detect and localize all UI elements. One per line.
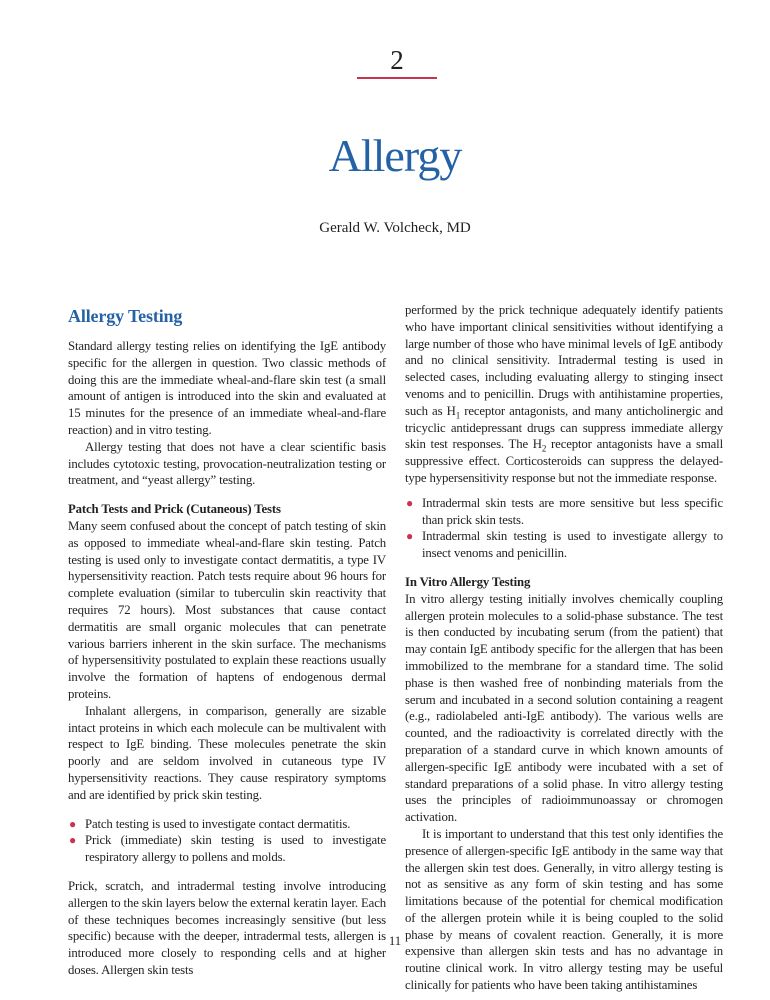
paragraph: It is important to understand that this test only identifies the presence of allergen-specific IgE antibody in the same way that the allergen skin test does. Generally, in vitro allergy testing is not as sensitive as any form of skin testing and has some limitations because of the potential for chemical modification of the allergen protein while it is being coupled to the solid phase by means of covalent reaction. Generally, it is more expensive than allergen skin tests and has no advantage in routine clinical work. In vitro allergy testing may be useful clinically for patients who have been taking antihistamines <box>405 826 723 993</box>
left-column <box>68 302 386 979</box>
section-heading-allergy-testing: Allergy Testing <box>68 306 183 326</box>
bullet-icon: ● <box>406 529 414 544</box>
list-item <box>405 528 723 562</box>
chapter-number: 2 <box>390 45 404 75</box>
bullet-icon: ● <box>69 833 77 848</box>
bullet-list <box>405 495 723 562</box>
list-item <box>68 816 386 833</box>
chapter-title: Allergy <box>328 130 462 181</box>
list-item-text: Prick (immediate) skin testing is used to investigate respiratory allergy to pollens and molds. <box>85 833 386 865</box>
paragraph: Many seem confused about the concept of patch testing of skin as opposed to immediate wheal-and-flare skin testing. Patch testing is used only to investigate contact dermatitis, a type IV hypersensitivity reaction. Patch tests require about 96 hours for complete evaluation (similar to tuberculin skin reactivity that requires 72 hours). Most substances that cause contact dermatitis are small organic molecules that can penetrate various barriers inherent in the skin surface. The mechanisms of hypersensitivity postulated to explain these reactions usually involve the formation of haptens of endogenous dermal proteins. <box>68 518 386 701</box>
author-line: Gerald W. Volcheck, MD <box>319 220 471 236</box>
chapter-rule <box>357 77 437 79</box>
bullet-icon: ● <box>406 495 414 510</box>
paragraph: Inhalant allergens, in comparison, generally are sizable intact proteins in which each molecule can be multivalent with respect to IgE binding. These molecules penetrate the skin poorly and are seldom involved in cutaneous type IV hypersensitivity reactions. They cause respiratory symptoms and are identified by prick skin testing. <box>68 703 386 802</box>
paragraph: Allergy testing that does not have a clear scientific basis includes cytotoxic testing, provocation-neutralization testing or treatment, and “yeast allergy” testing. <box>68 439 386 488</box>
paragraph: Prick, scratch, and intradermal testing involve introducing allergen to the skin layers below the external keratin layer. Each of these techniques becomes increasingly sensitive (but less specific) because with the deeper, intradermal tests, allergen is introduced more closely to responding cells and at higher doses. Allergen skin tests <box>68 878 386 977</box>
paragraph: performed by the prick technique adequately identify patients who have important clinical sensitivities without identifying a large number of those who have minimal levels of IgE antibody and no clinical sensitivity. Intradermal testing is used in selected cases, including evaluating allergy to stinging insect venoms and to penicillin. Drugs with antihistamine properties, such as $H_1$ receptor antagonists, and many anticholinergic and tricyclic antidepressant drugs can suppress immediate allergy skin test responses. The $H_2$ receptor antagonists have a small suppressive effect. Corticosteroids can suppress the delayed-type hypersensitivity response but not the immediate response. <box>405 303 723 485</box>
subheading-patch-tests: Patch Tests and Prick (Cutaneous) Tests <box>68 502 281 517</box>
paragraph: Standard allergy testing relies on identifying the IgE antibody specific for the allergen in question. Two classic methods of doing this are the immediate wheal-and-flare skin test (a small amount of antigen is introduced into the skin and evaluated at 15 minutes for the presence of an immediate wheal-and-flare reaction) and in vitro testing. <box>68 339 386 437</box>
list-item <box>68 832 386 866</box>
bullet-icon: ● <box>69 816 77 831</box>
right-column <box>405 302 723 994</box>
bullet-list <box>68 816 386 866</box>
list-item-text: Patch testing is used to investigate contact dermatitis. <box>85 816 351 831</box>
page-number: 11 <box>388 934 402 948</box>
list-item-text: Intradermal skin testing is used to investigate allergy to insect venoms and penicillin. <box>422 529 723 561</box>
list-item-text: Intradermal skin tests are more sensitive but less specific than prick skin tests. <box>422 495 723 527</box>
subheading-in-vitro: In Vitro Allergy Testing <box>405 574 531 589</box>
paragraph: In vitro allergy testing initially involves chemically coupling allergen protein molecules to a solid-phase substance. The test is then conducted by incubating serum (from the patient) that may contain IgE antibody specific for the allergen that has been immobilized to the membrane for a standard time. The solid phase is then washed free of nonbinding materials from the serum and incubated in a second solution containing a reagent (e.g., radiolabeled anti-IgE antibody). The various wells are counted, and the radioactivity is correlated directly with the preparation of a standard curve in which known amounts of allergen-specific IgE antibody were incubated with a set of standard preparations of a solid phase. In vitro allergy testing uses the principles of radioimmunoassay or chromogen activation. <box>405 591 723 825</box>
list-item <box>405 495 723 529</box>
